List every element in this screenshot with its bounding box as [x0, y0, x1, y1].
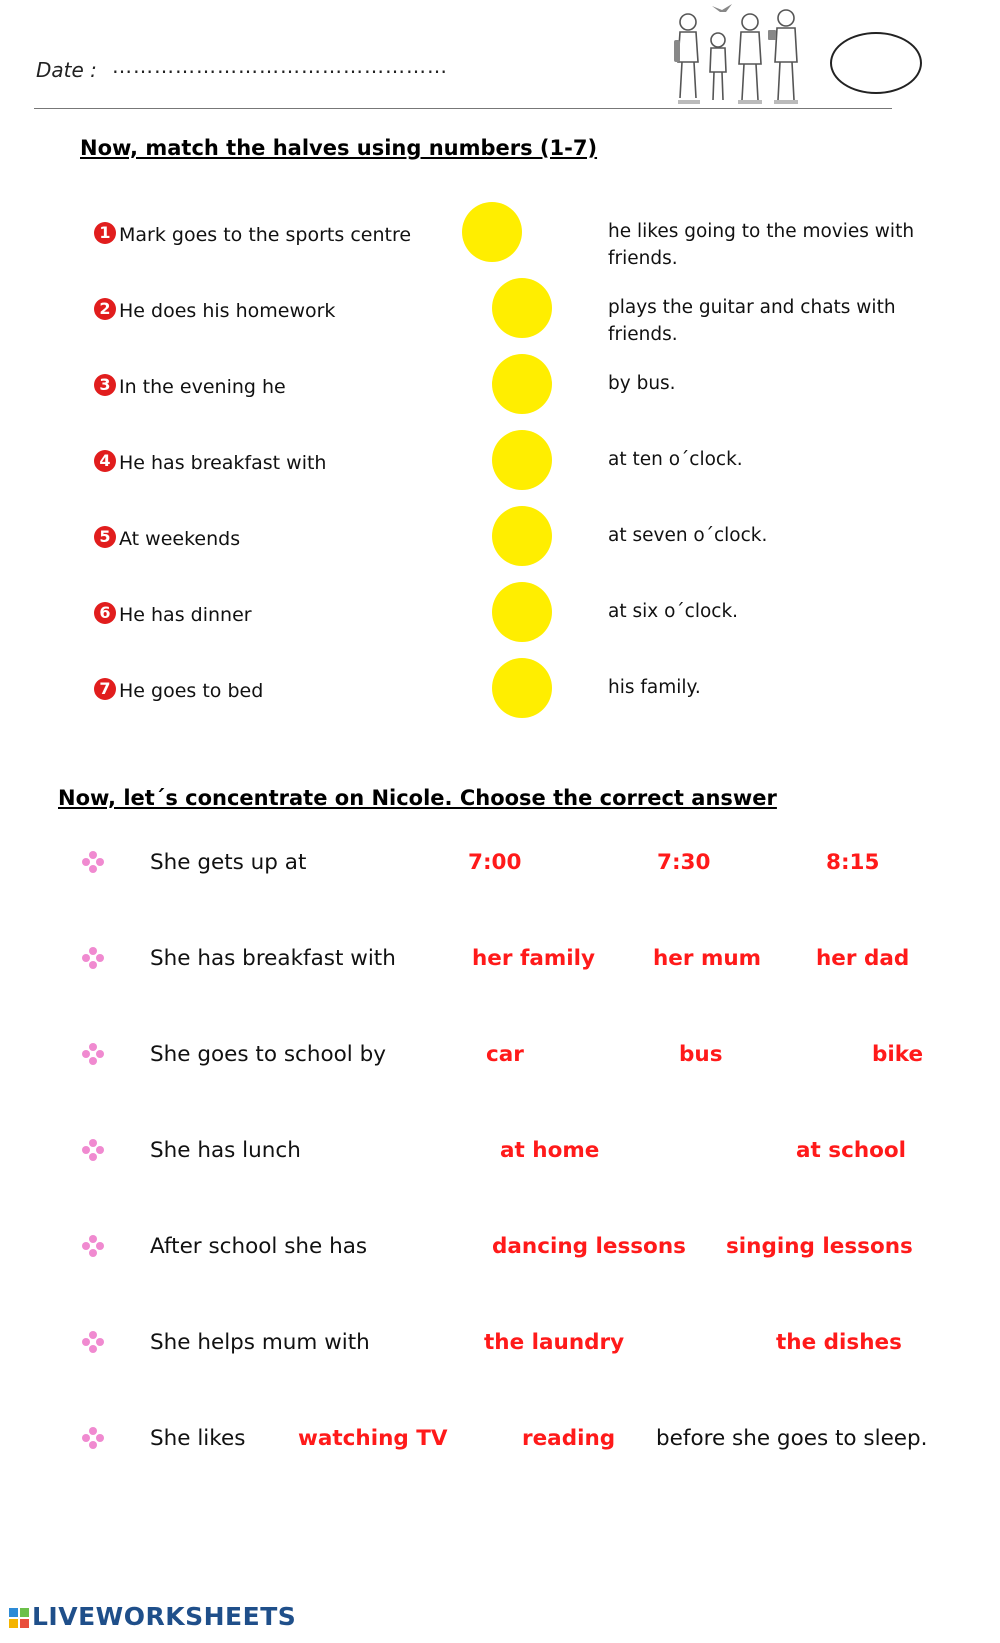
brand-name: LIVEWORKSHEETS: [32, 1602, 297, 1631]
match-left-item: [94, 298, 335, 322]
number-5-icon: 5: [94, 526, 116, 548]
match-right-item: plays the guitar and chats with friends.: [608, 297, 896, 345]
number-3-icon: 3: [94, 374, 116, 396]
option-button[interactable]: 8:15: [826, 850, 880, 875]
answer-circle-1[interactable]: [462, 202, 522, 262]
flower-bullet-icon: [82, 1043, 104, 1065]
match-right-item: by bus.: [608, 373, 676, 394]
question-text: She helps mum with: [150, 1330, 370, 1355]
match-left-item: [94, 602, 252, 626]
answer-circle-6[interactable]: [492, 582, 552, 642]
answer-circle-4[interactable]: [492, 430, 552, 490]
question-text: After school she has: [150, 1234, 368, 1259]
option-button[interactable]: her mum: [653, 946, 762, 971]
match-left-item: [94, 222, 411, 246]
match-left-text: He does his homework: [119, 300, 336, 322]
question-text: She gets up at: [150, 850, 307, 875]
question-text: She likes: [150, 1426, 246, 1451]
flower-bullet-icon: [82, 1235, 104, 1257]
match-left-text: At weekends: [119, 528, 241, 550]
match-left-text: He goes to bed: [119, 680, 264, 702]
match-right-item: he likes going to the movies with friends.: [608, 221, 915, 269]
answer-circle-2[interactable]: [492, 278, 552, 338]
option-button[interactable]: dancing lessons: [492, 1234, 686, 1259]
option-button[interactable]: 7:00: [468, 850, 522, 875]
number-7-icon: 7: [94, 678, 116, 700]
flower-bullet-icon: [82, 1331, 104, 1353]
option-button[interactable]: 7:30: [657, 850, 711, 875]
answer-circle-7[interactable]: [492, 658, 552, 718]
number-2-icon: 2: [94, 298, 116, 320]
liveworksheets-logo-icon: [8, 1606, 30, 1630]
name-oval: [830, 32, 922, 94]
match-left-text: In the evening he: [119, 376, 286, 398]
option-button[interactable]: her family: [472, 946, 595, 971]
match-right-item: at ten o´clock.: [608, 449, 743, 470]
match-left-text: Mark goes to the sports centre: [119, 224, 412, 246]
question-text: She has lunch: [150, 1138, 301, 1163]
option-button[interactable]: the laundry: [484, 1330, 625, 1355]
answer-circle-3[interactable]: [492, 354, 552, 414]
option-button[interactable]: reading: [522, 1426, 616, 1451]
match-left-item: [94, 526, 240, 550]
number-6-icon: 6: [94, 602, 116, 624]
match-right-item: at six o´clock.: [608, 601, 739, 622]
option-button[interactable]: her dad: [816, 946, 910, 971]
match-right-item: his family.: [608, 677, 701, 698]
match-left-item: [94, 678, 263, 702]
flower-bullet-icon: [82, 1139, 104, 1161]
match-left-text: He has dinner: [119, 604, 252, 626]
match-section-title: Now, match the halves using numbers (1-7): [80, 136, 598, 160]
flower-bullet-icon: [82, 851, 104, 873]
match-right-item: at seven o´clock.: [608, 525, 768, 546]
option-button[interactable]: bike: [872, 1042, 924, 1067]
flower-bullet-icon: [82, 1427, 104, 1449]
flower-bullet-icon: [82, 947, 104, 969]
match-left-item: [94, 450, 326, 474]
date-label: Date :: [36, 58, 97, 82]
option-button[interactable]: bus: [679, 1042, 723, 1067]
question-text: She has breakfast with: [150, 946, 396, 971]
option-button[interactable]: watching TV: [298, 1426, 448, 1451]
match-left-text: He has breakfast with: [119, 452, 327, 474]
header-divider: [34, 108, 892, 109]
option-button[interactable]: singing lessons: [726, 1234, 913, 1259]
sentence-ending: before she goes to sleep.: [656, 1426, 928, 1451]
match-left-item: [94, 374, 286, 398]
choice-section-title: Now, let´s concentrate on Nicole. Choose the correct answer: [58, 786, 777, 810]
answer-circle-5[interactable]: [492, 506, 552, 566]
kids-illustration-icon: [668, 0, 816, 106]
option-button[interactable]: car: [486, 1042, 524, 1067]
question-text: She goes to school by: [150, 1042, 386, 1067]
option-button[interactable]: the dishes: [776, 1330, 902, 1355]
number-4-icon: 4: [94, 450, 116, 472]
number-1-icon: 1: [94, 222, 116, 244]
option-button[interactable]: at home: [500, 1138, 600, 1163]
date-field[interactable]: …………………………………………: [112, 54, 448, 78]
option-button[interactable]: at school: [796, 1138, 907, 1163]
